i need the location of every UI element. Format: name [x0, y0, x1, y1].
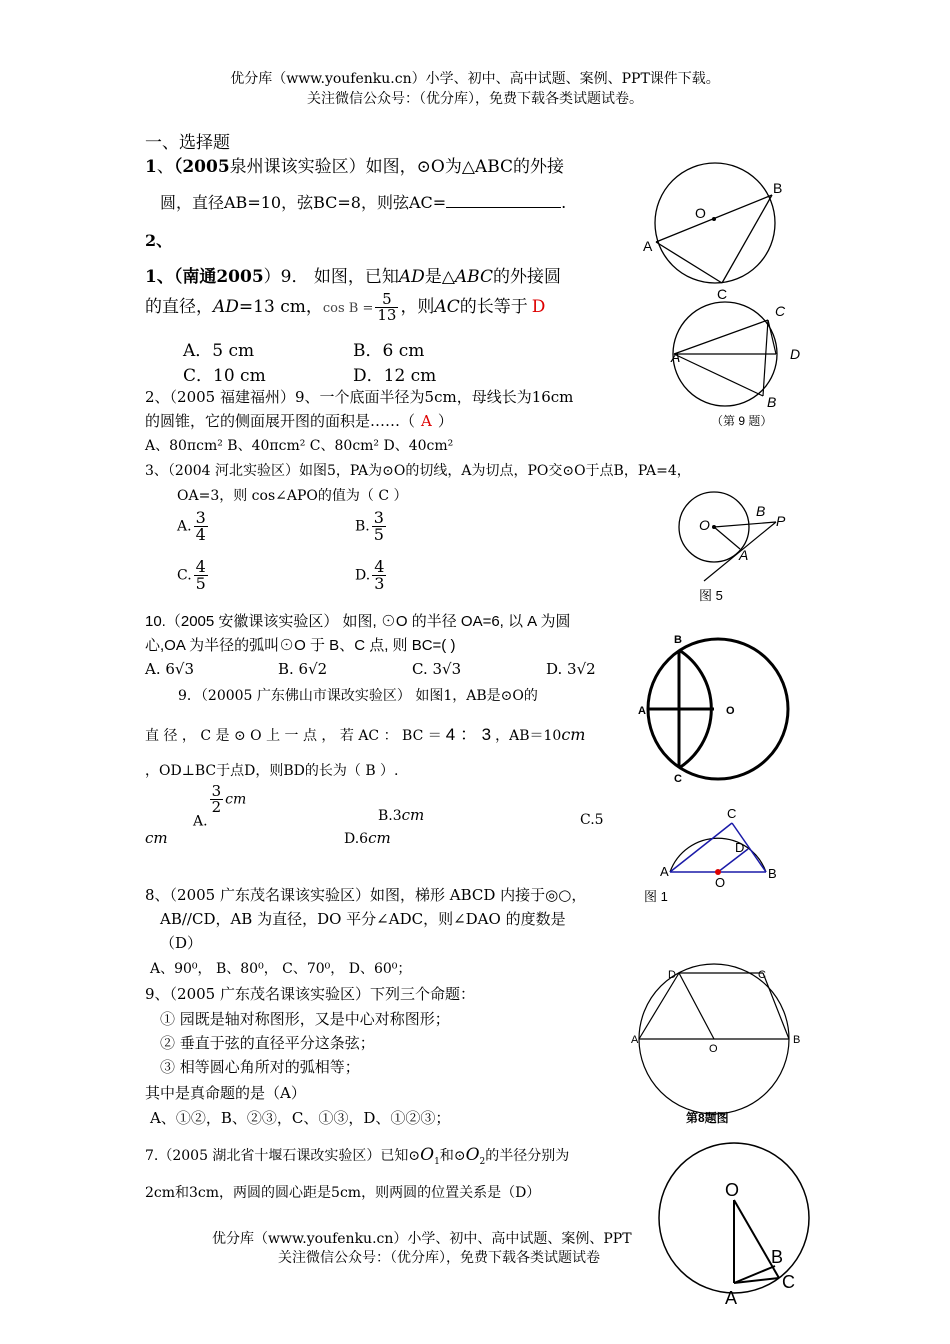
label-c: C [717, 286, 728, 302]
question-7-line-1: 9．（20005 广东佛山市课改实验区） 如图1，AB是⊙O的 [178, 688, 538, 704]
question-3-lead: 1、（南通 [145, 267, 217, 287]
circle-o2: O [465, 1145, 480, 1165]
label-o: O [699, 517, 710, 533]
figure-1-circumcircle [640, 160, 790, 305]
label-b: B [767, 394, 777, 410]
label-a: A [671, 349, 681, 365]
question-5-option-b [355, 510, 388, 543]
label-a: A [643, 238, 653, 254]
label-c: C [758, 969, 766, 981]
option-d-label: D. [355, 567, 371, 584]
question-1-line-2 [160, 190, 566, 213]
question-7-option-c-unit: cm [145, 829, 168, 847]
header-line-2: 关注微信公众号：（优分库），免费下载各类试题试卷。 [307, 91, 643, 107]
circle-o1: O [420, 1145, 435, 1165]
segment-op [714, 522, 776, 527]
option-a-label: A. [193, 813, 208, 830]
question-4-options: A、80πcm² B、40πcm² C、80cm² D、40cm² [145, 438, 454, 454]
option-b-denominator: 5 [373, 525, 384, 544]
label-d: D [668, 969, 676, 981]
label-o: O [725, 1180, 740, 1200]
label-o: O [695, 205, 706, 221]
label-b: B [773, 180, 783, 196]
question-10-line-1 [145, 1145, 569, 1167]
label-o: O [715, 875, 726, 890]
option-d: D．12 cm [353, 366, 437, 386]
question-5-line-2: OA=3，则 cos∠APO的值为（ C ） [177, 488, 408, 504]
question-10-text-1c: 的半径分别为 [485, 1148, 570, 1164]
label-c: C [775, 303, 786, 319]
question-7-text-2b: ，AB＝10 [495, 728, 562, 744]
question-1-end: . [561, 193, 567, 212]
question-4-line-2 [145, 410, 453, 431]
label-b: B [674, 634, 682, 646]
figure-6-trapezoid [628, 960, 813, 1130]
question-9-item-3: ③ 相等圆心角所对的弧相等； [160, 1058, 360, 1076]
option-d-unit: cm [368, 829, 391, 847]
side-bc [763, 973, 789, 1039]
figure-5-caption: 图 1 [644, 889, 668, 904]
question-4-answer: A [421, 412, 432, 430]
question-1-number: 1 [145, 157, 157, 177]
question-7-unit: cm [561, 725, 586, 744]
side-ad [639, 973, 679, 1039]
chord-ac [670, 823, 732, 872]
option-d-label: D.6 [344, 831, 369, 847]
question-3-text-2b: AD [213, 297, 239, 317]
question-3-line-2 [145, 290, 545, 326]
option-a-denominator: 4 [195, 525, 206, 544]
label-d: D [790, 346, 801, 362]
label-a: A [631, 1034, 639, 1046]
question-3-ad: AD [398, 267, 425, 287]
option-c: C．10 cm [183, 366, 266, 386]
option-b-unit: cm [401, 806, 425, 824]
answer-blank[interactable] [446, 193, 561, 208]
question-3-text-1: ）9． 如图，已知 [263, 267, 399, 287]
fraction-numerator: 5 [375, 292, 398, 308]
option-a-numerator: 3 [195, 508, 206, 527]
question-3-text-1b: 是△ [424, 267, 455, 287]
question-3-text-2d: ，则 [400, 297, 435, 317]
figure-5-diagram [640, 800, 785, 910]
question-3-ac: AC [434, 297, 460, 317]
question-2-label: 2、 [145, 231, 173, 250]
option-c-label: C. [177, 567, 192, 584]
question-1-text-1: 泉州课该实验区）如图，⊙O为△ABC的外接 [229, 157, 565, 177]
chord-bc [722, 195, 772, 283]
option-c-numerator: 4 [195, 557, 206, 576]
question-7-option-a [193, 784, 246, 830]
question-9-item-1: ① 园既是轴对称图形，又是中心对称图形； [160, 1010, 450, 1028]
question-6-option-b: B. 6√2 [278, 660, 328, 678]
option-b-numerator: 3 [373, 508, 384, 527]
figure-2-caption: （第 9 题） [711, 414, 773, 428]
question-7-line-2 [145, 720, 585, 745]
figure-3-tangent [672, 490, 802, 605]
option-a-numerator: 3 [211, 782, 222, 800]
option-c-denominator: 5 [195, 574, 206, 593]
option-d-numerator: 4 [374, 557, 385, 576]
label-a: A [739, 547, 749, 563]
question-3-year: 2005 [216, 267, 264, 287]
question-10-text-1a: 7.（2005 湖北省十堰石课改实验区）已知⊙ [145, 1148, 421, 1164]
question-10-line-2: 2cm和3cm，两圆的圆心距是5cm，则两圆的位置关系是（D） [145, 1185, 541, 1201]
question-3-text-2a: 的直径， [145, 297, 213, 317]
label-c: C [727, 806, 737, 821]
question-1-source: （2005 [173, 157, 230, 177]
figure-6-caption: 第8题图 [686, 1111, 729, 1125]
label-c: C [782, 1272, 795, 1292]
question-10-text-1b: 和⊙ [439, 1148, 466, 1164]
figure-7-circle [655, 1138, 815, 1344]
question-8-line-3: （D） [160, 934, 203, 952]
question-7-option-b [378, 806, 424, 824]
semicircle [670, 838, 766, 872]
option-b: B．6 cm [353, 341, 425, 361]
question-3-line-1 [145, 262, 561, 287]
question-6-option-a: A. 6√3 [145, 660, 195, 678]
circle-o1-subscript: 1 [434, 1156, 440, 1167]
label-o: O [726, 705, 735, 717]
cos-b-fraction [375, 292, 398, 323]
cos-b-expression: cos B = [322, 301, 374, 316]
label-b: B [768, 866, 777, 881]
section-title: 一、选择题 [145, 133, 230, 153]
question-1-text-2: 圆，直径AB=10，弦BC=8，则弦AC= [160, 193, 447, 212]
question-6-option-c: C. 3√3 [412, 660, 462, 678]
question-7-line-3: ，OD⊥BC于点D，则BD的长为（ B ）. [145, 763, 399, 779]
option-a: A．5 cm [183, 341, 255, 361]
label-o: O [709, 1043, 718, 1055]
label-d: D [735, 840, 745, 855]
option-d-denominator: 3 [374, 574, 385, 593]
question-9-line-1: 9、（2005 广东茂名课该实验区）下列三个命题： [145, 985, 475, 1003]
question-8-options: A、90⁰， B、80⁰， C、70⁰， D、60⁰； [150, 961, 412, 977]
question-3-answer: D [531, 297, 546, 317]
question-7-option-c: C.5 [580, 812, 604, 828]
option-a-unit: cm [225, 791, 247, 808]
label-p: P [776, 513, 786, 529]
question-3-text-1c: 的外接圆 [493, 267, 561, 287]
question-1-line-1: 1、（2005泉州课该实验区）如图，⊙O为△ABC的外接 [145, 157, 565, 177]
label-b: B [771, 1247, 784, 1267]
header-line-1: 优分库（www.youfenku.cn）小学、初中、高中试题、案例、PPT课件下载。 [230, 71, 720, 87]
footer-line-2: 关注微信公众号：（优分库），免费下载各类试题试卷 [278, 1250, 600, 1266]
option-b-label: B.3 [378, 808, 402, 824]
question-6-line-1: 10.（2005 安徽课该实验区） 如图, ⊙O 的半径 OA=6, 以 A 为圆 [145, 613, 571, 630]
circle [655, 163, 775, 283]
question-3-abc: ABC [454, 267, 493, 287]
question-3-text-2c: =13 cm， [238, 297, 323, 317]
center-point [712, 217, 716, 221]
label-b: B [756, 503, 766, 519]
label-c: C [674, 773, 682, 785]
question-7-ratio: 4 ： 3 [445, 725, 492, 744]
chord-ac [674, 320, 768, 354]
question-5-line-1: 3、（2004 河北实验区）如图5，PA为⊙O的切线，A为切点，PO交⊙O于点B，PA=4， [145, 463, 691, 479]
label-b: B [793, 1034, 801, 1046]
figure-3-caption: 图 5 [699, 588, 723, 603]
question-4-text-2: 的圆锥，它的侧面展开图的面积是……（ [145, 412, 416, 430]
question-4-end: ） [437, 412, 453, 430]
question-6-option-d: D. 3√2 [546, 660, 596, 678]
footer-line-1: 优分库（www.youfenku.cn）小学、初中、高中试题、案例、PPT [212, 1231, 632, 1247]
question-8-line-1: 8、（2005 广东茂名课该实验区）如图，梯形 ABCD 内接于◎○， [145, 886, 587, 904]
option-a-denominator: 2 [211, 798, 222, 816]
radius-oa [714, 527, 740, 549]
question-9-options: A、①②，B、②③，C、①③，D、①②③； [150, 1109, 451, 1127]
center-point [712, 525, 716, 529]
question-7-text-2: 直 径 ， C 是 ⊙ O 上 一 点 ， 若 AC ： BC ＝ [145, 728, 442, 744]
question-7-option-d [344, 829, 391, 847]
label-a: A [660, 864, 669, 879]
question-9-line-2: 其中是真命题的是（A） [145, 1084, 306, 1102]
option-a-label: A. [177, 518, 192, 535]
question-9-item-2: ② 垂直于弦的直径平分这条弦； [160, 1034, 375, 1052]
segment-do [679, 973, 714, 1039]
option-b-label: B. [355, 518, 370, 535]
question-5-option-d [355, 559, 388, 592]
fraction-denominator: 13 [377, 306, 397, 324]
circle-o2-subscript: 2 [479, 1156, 486, 1167]
figure-2-circle-abcd [665, 298, 815, 432]
question-4-line-1: 2、（2005 福建福州）9、一个底面半径为5cm，母线长为16cm [145, 388, 574, 406]
question-5-option-c [177, 559, 210, 592]
question-8-line-2: AB//CD，AB 为直径，DO 平分∠ADC，则∠DAO 的度数是 [160, 910, 566, 928]
label-a: A [725, 1288, 738, 1308]
question-6-line-2: 心,OA 为半径的弧叫⊙O 于 B、C 点, 则 BC=( ) [145, 637, 456, 654]
label-a: A [638, 705, 646, 717]
figure-4-crescent [636, 630, 796, 785]
question-5-option-a [177, 510, 210, 543]
question-3-text-2e: 的长等于 [459, 297, 528, 317]
